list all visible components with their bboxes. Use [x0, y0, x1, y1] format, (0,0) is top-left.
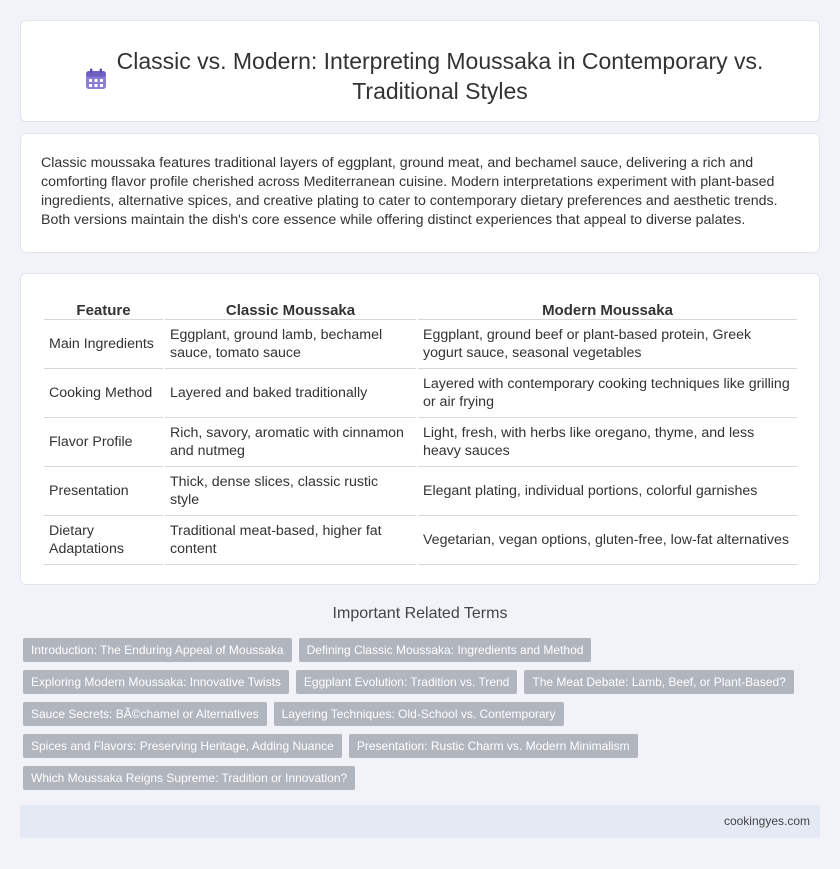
table-row: [44, 418, 797, 467]
table-cell: Layered and baked traditionally: [165, 369, 416, 418]
comparison-table: [42, 294, 799, 565]
related-term-tag[interactable]: Layering Techniques: Old-School vs. Contemporary: [274, 702, 564, 726]
table-row: [44, 467, 797, 516]
table-cell: Thick, dense slices, classic rustic style: [165, 467, 416, 516]
related-term-tag[interactable]: Introduction: The Enduring Appeal of Moussaka: [23, 638, 292, 662]
table-cell: Light, fresh, with herbs like oregano, thyme, and less heavy sauces: [418, 418, 797, 467]
table-row: [44, 320, 797, 369]
table-row: [44, 369, 797, 418]
comparison-card: [20, 273, 820, 585]
related-term-tag[interactable]: Exploring Modern Moussaka: Innovative Twists: [23, 670, 289, 694]
related-term-tag[interactable]: Which Moussaka Reigns Supreme: Tradition or Innovation?: [23, 766, 355, 790]
table-cell: Elegant plating, individual portions, colorful garnishes: [418, 467, 797, 516]
table-cell: Eggplant, ground lamb, bechamel sauce, tomato sauce: [165, 320, 416, 369]
table-cell: Main Ingredients: [44, 320, 163, 369]
table-cell: Rich, savory, aromatic with cinnamon and nutmeg: [165, 418, 416, 467]
table-cell: Layered with contemporary cooking techniques like grilling or air frying: [418, 369, 797, 418]
related-term-tag[interactable]: The Meat Debate: Lamb, Beef, or Plant-Based?: [524, 670, 793, 694]
header-feature: Feature: [44, 294, 163, 320]
table-row: [44, 516, 797, 565]
table-cell: Traditional meat-based, higher fat content: [165, 516, 416, 565]
table-cell: Dietary Adaptations: [44, 516, 163, 565]
footer-site-link[interactable]: cookingyes.com: [723, 814, 810, 828]
table-cell: Flavor Profile: [44, 418, 163, 467]
page-title: Classic vs. Modern: Interpreting Moussaka in Contemporary vs. Traditional Styles: [116, 48, 764, 104]
related-terms-heading: Important Related Terms: [332, 605, 508, 622]
intro-paragraph: Classic moussaka features traditional layers of eggplant, ground meat, and bechamel sauce, delivering a rich and comforting flavor profile cherished across Mediterranean cuisine. Modern interpretations experiment with plant-based ingredients, alternative spices, and creative plating to cater to contemporary dietary preferences and aesthetic trends. Both versions maintain the dish's core essence while offering distinct experiences that appeal to diverse palates.: [41, 155, 778, 228]
table-cell: Presentation: [44, 467, 163, 516]
table-cell: Eggplant, ground beef or plant-based protein, Greek yogurt sauce, seasonal vegetables: [418, 320, 797, 369]
related-term-tag[interactable]: Defining Classic Moussaka: Ingredients and Method: [299, 638, 592, 662]
table-header-row: [44, 294, 797, 320]
table-cell: Vegetarian, vegan options, gluten-free, low-fat alternatives: [418, 516, 797, 565]
footer: [20, 805, 820, 838]
header-modern: Modern Moussaka: [418, 294, 797, 320]
related-terms-list: [23, 638, 813, 790]
intro-card: [20, 133, 820, 253]
related-term-tag[interactable]: Sauce Secrets: BÃ©chamel or Alternatives: [23, 702, 267, 726]
table-cell: Cooking Method: [44, 369, 163, 418]
related-term-tag[interactable]: Presentation: Rustic Charm vs. Modern Minimalism: [349, 734, 638, 758]
related-term-tag[interactable]: Spices and Flavors: Preserving Heritage, Adding Nuance: [23, 734, 342, 758]
title-card: [20, 20, 820, 122]
related-term-tag[interactable]: Eggplant Evolution: Tradition vs. Trend: [296, 670, 517, 694]
header-classic: Classic Moussaka: [165, 294, 416, 320]
